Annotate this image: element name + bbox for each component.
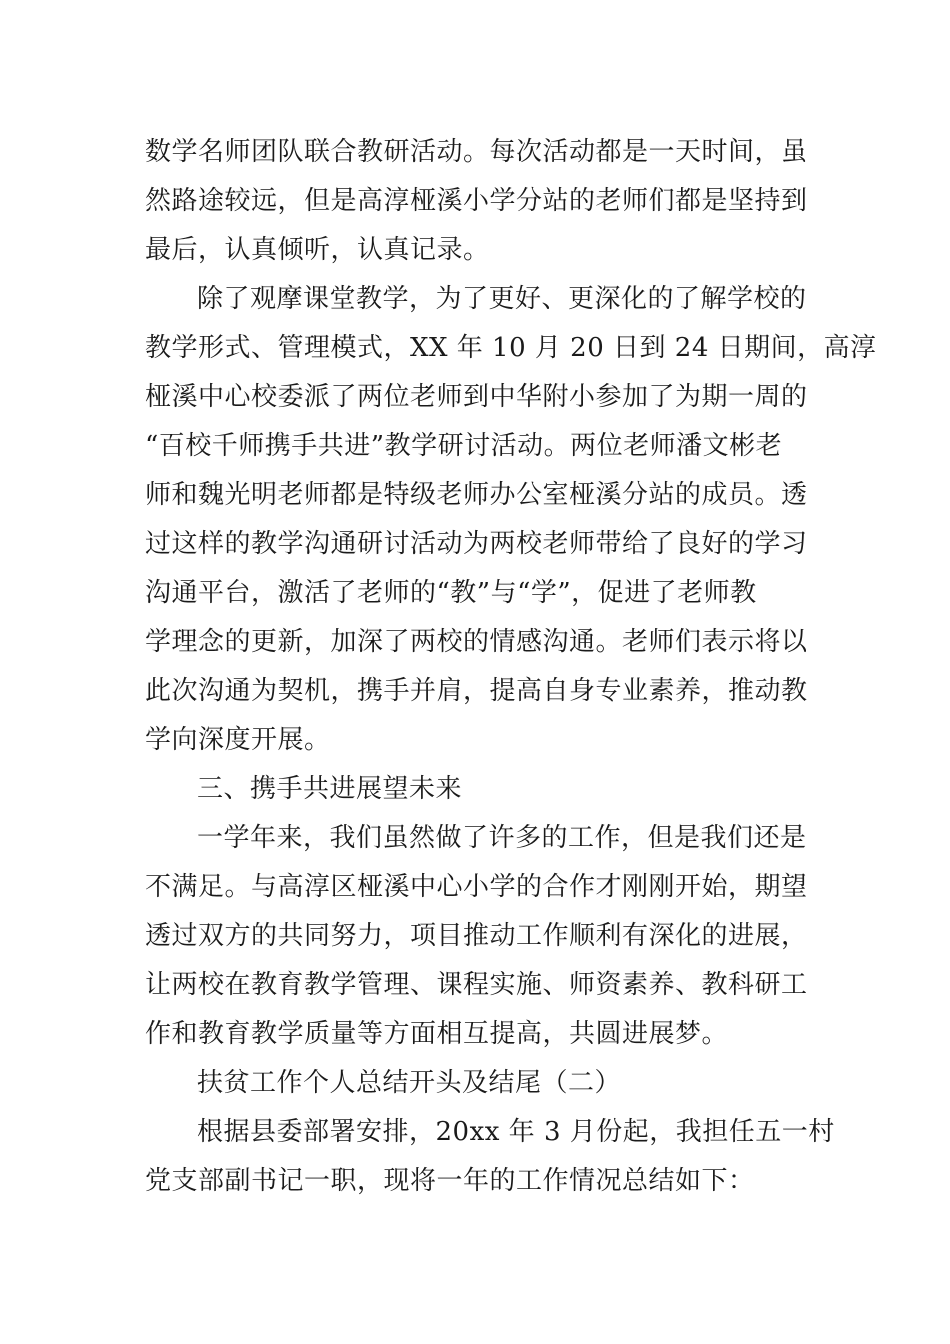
text-line-11: 学理念的更新，加深了两校的情感沟通。老师们表示将以: [145, 627, 808, 657]
text-line-16: 不满足。与高淳区桠溪中心小学的合作才刚刚开始，期望: [145, 872, 808, 902]
section-heading: 三、携手共进展望未来: [197, 774, 463, 804]
text-line-4: 除了观摩课堂教学，为了更好、更深化的了解学校的: [197, 284, 807, 314]
text-line-3: 最后，认真倾听，认真记录。: [145, 235, 490, 265]
text-line-22: 党支部副书记一职，现将一年的工作情况总结如下：: [145, 1166, 755, 1196]
text-line-1: 数学名师团队联合教研活动。每次活动都是一天时间，虽: [145, 137, 808, 167]
text-line-8: 师和魏光明老师都是特级老师办公室桠溪分站的成员。透: [145, 480, 808, 510]
document-body: [145, 128, 877, 1206]
text-line-19: 作和教育教学质量等方面相互提高，共圆进展梦。: [145, 1019, 729, 1049]
text-line-9: 过这样的教学沟通研讨活动为两校老师带给了良好的学习: [145, 529, 808, 559]
text-line-5: 教学形式、管理模式，XX 年 10 月 20 日到 24 日期间，高淳: [145, 333, 877, 363]
text-line-18: 让两校在教育教学管理、课程实施、师资素养、教科研工: [145, 970, 808, 1000]
text-line-15: 一学年来，我们虽然做了许多的工作，但是我们还是: [197, 823, 807, 853]
article-subtitle: 扶贫工作个人总结开头及结尾（二）: [197, 1068, 622, 1098]
text-line-10: 沟通平台，激活了老师的“教”与“学”，促进了老师教: [145, 578, 757, 608]
text-line-21: 根据县委部署安排，20xx 年 3 月份起，我担任五一村: [197, 1117, 835, 1147]
text-line-13: 学向深度开展。: [145, 725, 331, 755]
text-line-17: 透过双方的共同努力，项目推动工作顺利有深化的进展，: [145, 921, 808, 951]
text-line-2: 然路途较远，但是高淳桠溪小学分站的老师们都是坚持到: [145, 186, 808, 216]
text-line-6: 桠溪中心校委派了两位老师到中华附小参加了为期一周的: [145, 382, 808, 412]
text-line-12: 此次沟通为契机，携手并肩，提高自身专业素养，推动教: [145, 676, 808, 706]
text-line-7: “百校千师携手共进”教学研讨活动。两位老师潘文彬老: [145, 431, 783, 461]
